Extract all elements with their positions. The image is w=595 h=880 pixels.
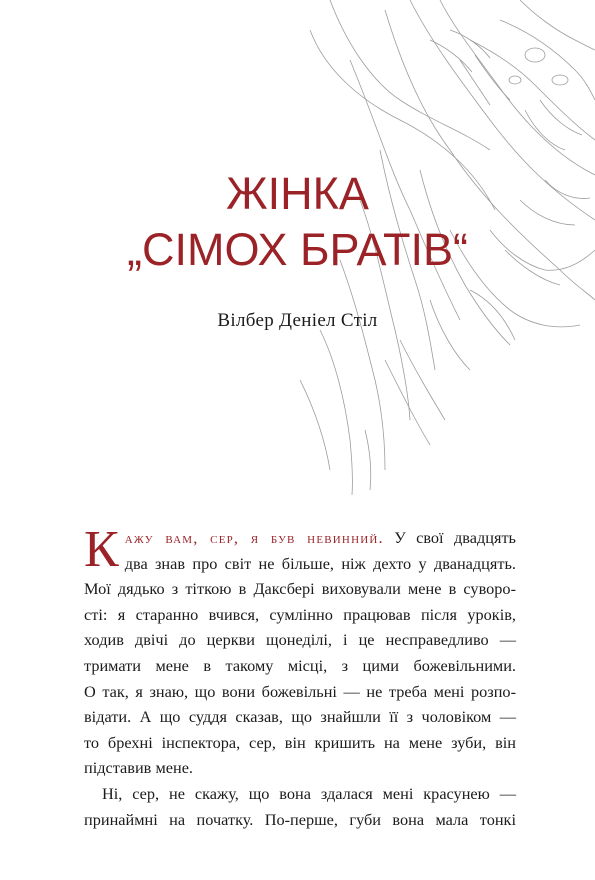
paragraph-2-line: Ні, сер, не скажу, що вона здалася мені красунею — bbox=[102, 783, 516, 803]
body-line: відати. А що суддя сказав, що знайшли її з чоловіком — bbox=[84, 707, 516, 727]
body-line-1-rest: У свої двадцять bbox=[394, 528, 516, 547]
story-body bbox=[84, 521, 516, 832]
story-title bbox=[0, 166, 595, 278]
body-line: то брехні інспектора, сер, він кришить на мене зуби, він bbox=[84, 732, 516, 752]
drop-cap: К bbox=[84, 521, 119, 578]
paragraph-2-line: принаймні на початку. По-перше, губи вона мала тонкі bbox=[84, 809, 516, 829]
body-line: підставив мене. bbox=[84, 758, 193, 778]
lead-in-text: ажу вам, сер, я був невинний. bbox=[124, 528, 384, 547]
body-line: Мої дядько з тіткою в Даксбері виховували мене в суворо- bbox=[84, 579, 516, 599]
title-line-1: ЖІНКА bbox=[226, 168, 369, 219]
body-line: тримати мене в такому місці, з цими божевільними. bbox=[84, 655, 516, 675]
body-line: ходив двічі до церкви щонеділі, і це несправедливо — bbox=[84, 630, 516, 650]
title-line-2: „СІМОХ БРАТІВ“ bbox=[127, 224, 468, 275]
body-line: сті: я старанно вчився, сумлінно працював після уроків, bbox=[84, 604, 516, 624]
body-line-1 bbox=[84, 525, 516, 551]
body-line: два знав про світ не більше, ніж дехто у дванадцять. bbox=[124, 553, 516, 573]
body-line: О так, я знаю, що вони божевільні — не треба мені розпо- bbox=[84, 681, 516, 701]
author-name: Вілбер Деніел Стіл bbox=[217, 310, 378, 331]
